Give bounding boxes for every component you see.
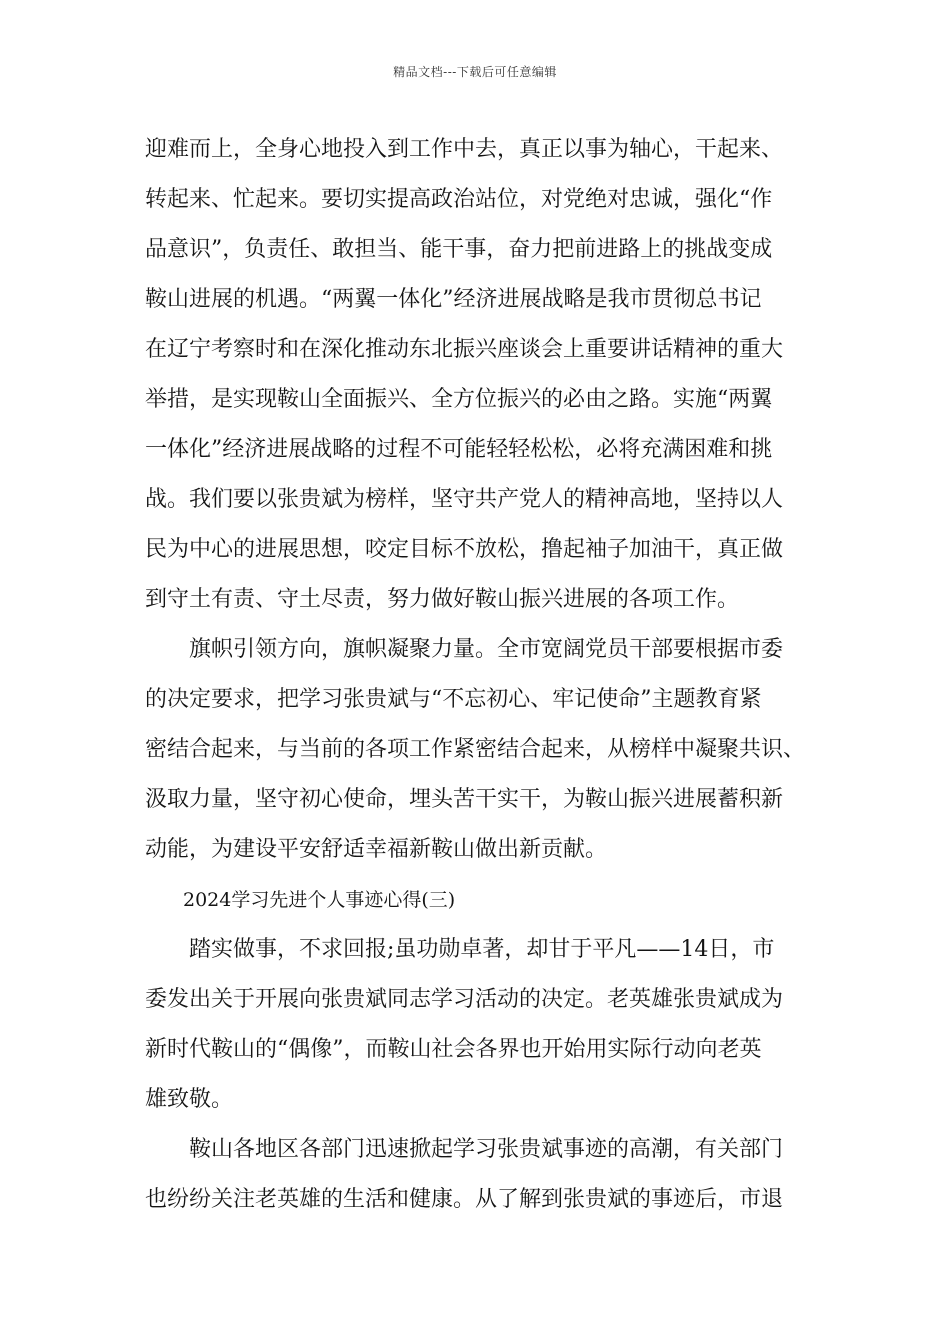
page-header: 精品文档---下载后可任意编辑 bbox=[393, 65, 557, 79]
section-heading: 2024学习先进个人事迹心得(三) bbox=[145, 889, 456, 911]
text-line: 民为中心的进展思想，咬定目标不放松，撸起袖子加油干，真正做 bbox=[145, 537, 784, 562]
text-line: 也纷纷关注老英雄的生活和健康。从了解到张贵斌的事迹后，市退 bbox=[145, 1187, 784, 1212]
text-line: 鞍山各地区各部门迅速掀起学习张贵斌事迹的高潮，有关部门 bbox=[145, 1137, 784, 1162]
text-line: 在辽宁考察时和在深化推动东北振兴座谈会上重要讲话精神的重大 bbox=[145, 337, 784, 362]
text-line: 动能，为建设平安舒适幸福新鞍山做出新贡献。 bbox=[145, 837, 608, 862]
text-line: 到守土有责、守土尽责，努力做好鞍山振兴进展的各项工作。 bbox=[145, 587, 740, 612]
text-line: 一体化”经济进展战略的过程不可能轻轻松松，必将充满困难和挑 bbox=[145, 437, 773, 462]
text-line: 踏实做事，不求回报;虽功勋卓著，却甘于平凡——14日，市 bbox=[145, 937, 775, 962]
text-line: 战。我们要以张贵斌为榜样，坚守共产党人的精神高地，坚持以人 bbox=[145, 487, 784, 512]
text-line: 新时代鞍山的“偶像”，而鞍山社会各界也开始用实际行动向老英 bbox=[145, 1037, 762, 1062]
text-line: 的决定要求，把学习张贵斌与“不忘初心、牢记使命”主题教育紧 bbox=[145, 687, 762, 712]
text-line: 举措，是实现鞍山全面振兴、全方位振兴的必由之路。实施“两翼 bbox=[145, 387, 773, 412]
document-body bbox=[145, 125, 845, 1225]
text-line: 委发出关于开展向张贵斌同志学习活动的决定。老英雄张贵斌成为 bbox=[145, 987, 784, 1012]
text-line: 雄致敬。 bbox=[145, 1087, 234, 1112]
text-line: 汲取力量，坚守初心使命，埋头苦干实干，为鞍山振兴进展蓄积新 bbox=[145, 787, 784, 812]
text-line: 迎难而上，全身心地投入到工作中去，真正以事为轴心，干起来、 bbox=[145, 137, 784, 162]
text-line: 品意识”，负责任、敢担当、能干事，奋力把前进路上的挑战变成 bbox=[145, 237, 773, 262]
text-line: 转起来、忙起来。要切实提高政治站位，对党绝对忠诚，强化“作 bbox=[145, 187, 773, 212]
text-line: 旗帜引领方向，旗帜凝聚力量。全市宽阔党员干部要根据市委 bbox=[145, 637, 784, 662]
text-line: 鞍山进展的机遇。“两翼一体化”经济进展战略是我市贯彻总书记 bbox=[145, 287, 762, 312]
text-line: 密结合起来，与当前的各项工作紧密结合起来，从榜样中凝聚共识、 bbox=[145, 737, 806, 762]
